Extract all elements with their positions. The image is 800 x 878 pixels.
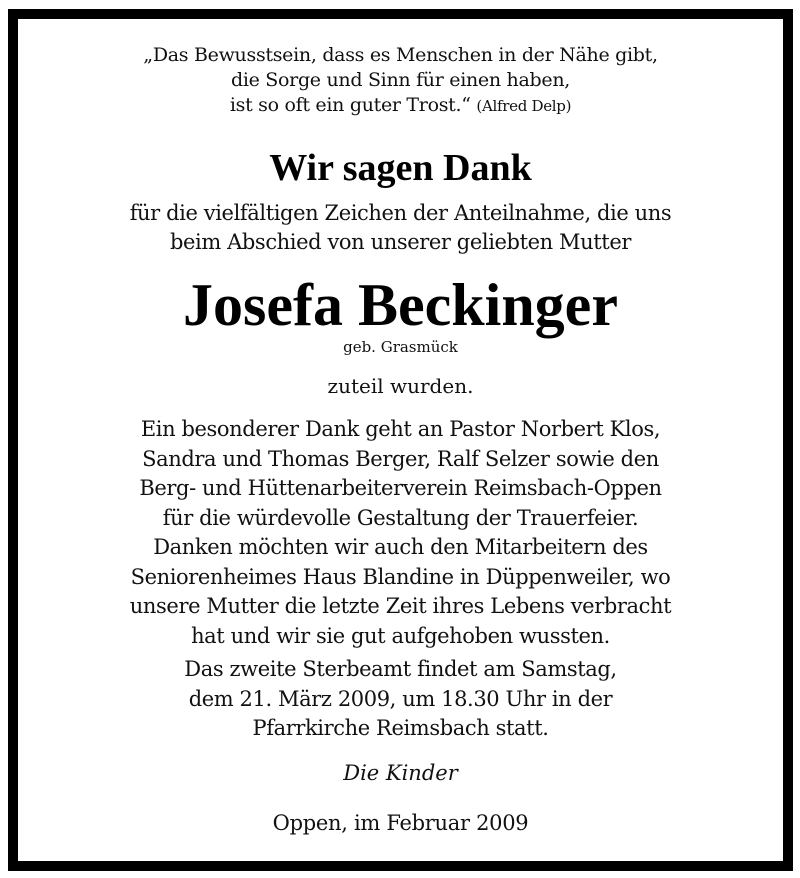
thanks-line: hat und wir sie gut aufgehoben wussten. [191,623,610,648]
quote-line: die Sorge und Sinn für einen haben, [230,69,570,91]
thanks-line: Ein besonderer Dank geht an Pastor Norbert Klos, [140,417,661,441]
deceased-name: Josefa Beckinger [183,272,618,338]
thanks-line: Seniorenheimes Haus Blandine in Düppenweiler, wo [130,564,671,589]
thanks-line: unsere Mutter die letzte Zeit ihres Lebens verbracht [129,594,672,618]
thanks-line: für die würdevolle Gestaltung der Trauerfeier. [162,505,639,530]
service-line: dem 21. März 2009, um 18.30 Uhr in der [188,686,613,711]
thanks-line: Danken möchten wir auch den Mitarbeitern des [153,535,648,559]
service-line: Das zweite Sterbeamt findet am Samstag, [184,657,617,681]
thanks-heading: Wir sagen Dank [269,147,532,189]
quote-block [18,43,783,119]
place-date: Oppen, im Februar 2009 [272,811,529,835]
service-line: Pfarrkirche Reimsbach statt. [252,716,549,740]
service-paragraph [18,655,783,744]
quote-line: „Das Bewusstsein, dass es Menschen in der Nähe gibt, [143,44,658,66]
intro-text [18,199,783,257]
thanks-paragraph [18,415,783,651]
notice-frame [8,9,793,871]
signature: Die Kinder [343,761,458,785]
intro-closing: zuteil wurden. [327,374,474,398]
quote-author: (Alfred Delp) [476,97,572,115]
maiden-name: geb. Grasmück [343,338,458,356]
thanks-line: Berg- und Hüttenarbeiterverein Reimsbach-Oppen [139,476,662,500]
quote-text: ist so oft ein guter Trost.“ [229,94,471,116]
thanks-line: Sandra und Thomas Berger, Ralf Selzer sowie den [142,446,659,471]
quote-line-last [18,93,783,119]
intro-line: beim Abschied von unserer geliebten Mutter [169,230,632,254]
intro-line: für die vielfältigen Zeichen der Anteilnahme, die uns [129,201,672,225]
